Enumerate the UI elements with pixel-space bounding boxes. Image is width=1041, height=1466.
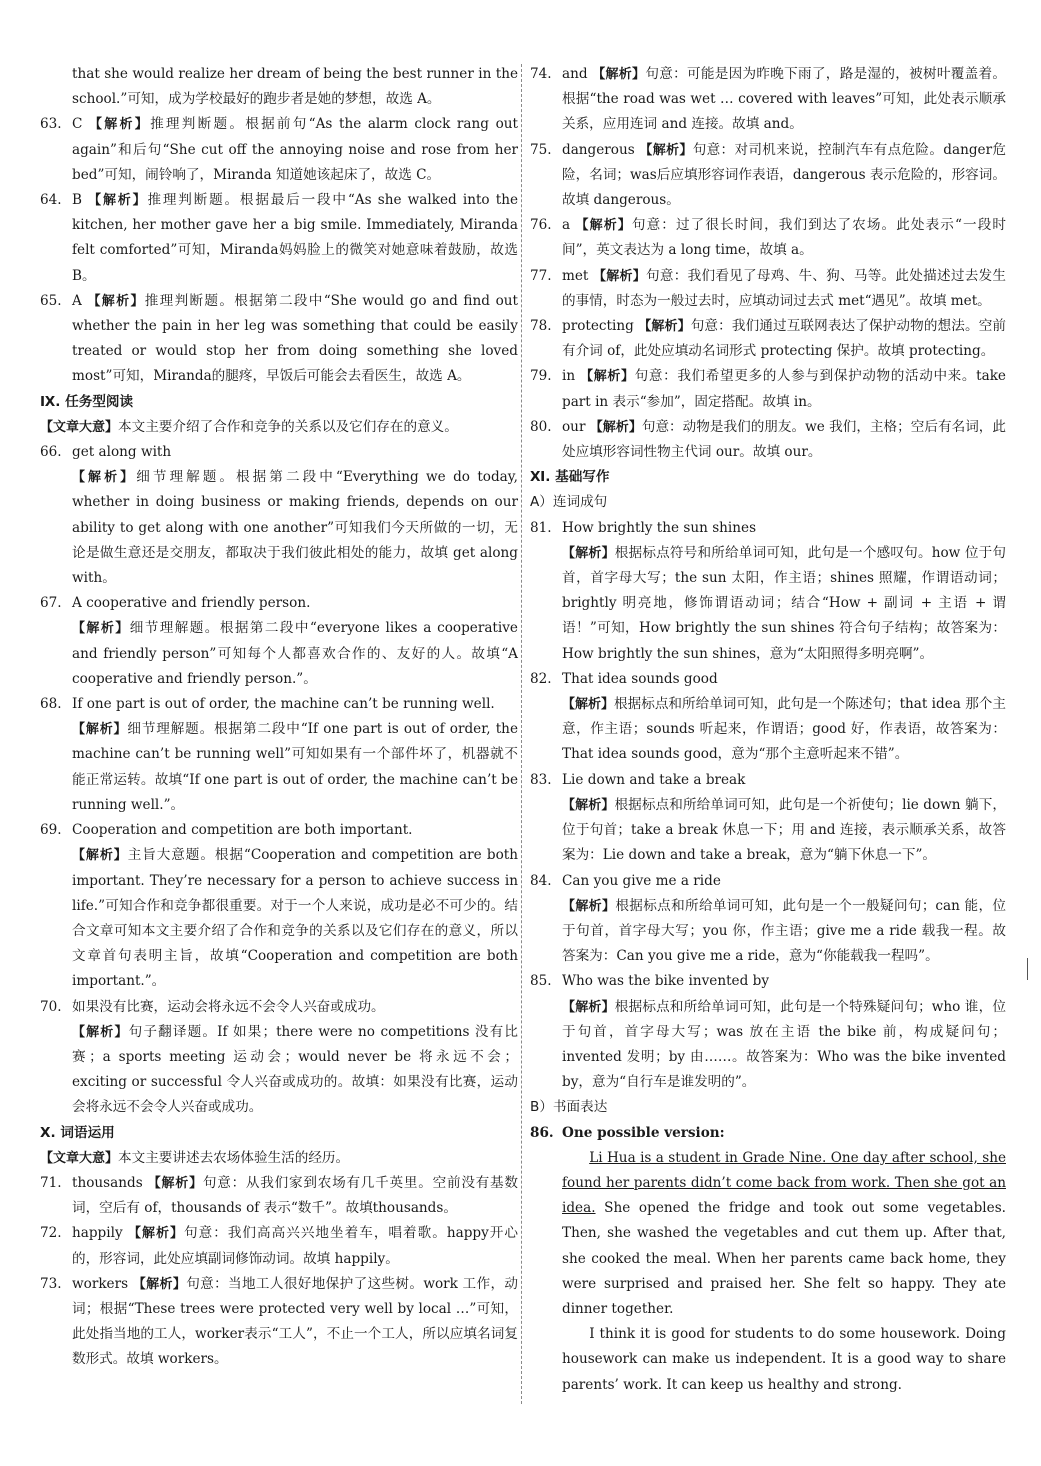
answer-body (562, 869, 1006, 894)
question-number: 85. (530, 973, 552, 990)
analysis-tag: 【解析】 (72, 1024, 129, 1040)
answer-item (530, 314, 1006, 364)
answer-text: A cooperative and friendly person. (72, 595, 311, 612)
answer-text: happily (72, 1225, 123, 1242)
explanation-text: 推理判断题。根据前句“As the alarm clock rang out again”和后句“She cut off the annoying noise and rose from her bed”可知，闹铃响了，Miranda 知道她该起床了，故选 C。 (72, 116, 518, 183)
answer-item (530, 969, 1006, 994)
answer-body (562, 768, 1006, 793)
question-number: 68. (40, 696, 62, 713)
answer-item (40, 591, 518, 616)
explanation-text: 主旨大意题。根据“Cooperation and competition are both important. They’re necessary for a person to achieve success in life.”可知合作和竞争都很重要。对于一个人来说，成功是必不可少的。结合文章可知本文主要介绍了合作和竞争的关系以及它们存在的意义，所以文章首句表明主旨，故填“Cooperation and competition are both important.”。 (72, 847, 518, 990)
analysis-tag: 【解析】 (589, 419, 642, 435)
answer-body (562, 264, 1006, 314)
explanation-text: 推理判断题。根据第二段中“She would go and find out whether the pain in her leg was something that could be easily treated or would stop her from doing something she loved most”可知，Miranda的腿疼，早饭后可能会去看医生，故选 A。 (72, 292, 518, 385)
answer-text: A (72, 292, 82, 309)
answer-text: Who was the bike invented by (562, 973, 769, 990)
answer-item (530, 138, 1006, 214)
analysis-tag: 【解析】 (575, 218, 632, 234)
answer-item (530, 869, 1006, 894)
answer-item (40, 1171, 518, 1221)
explanation-text: 根据标点符号和所给单词可知，此句是一个感叹句。how 位于句首，首字母大写；the sun 太阳，作主语；shines 照耀，作谓语动词；brightly 明亮地，修饰谓语动词；结合“How + 副词 + 主语 + 谓语！”可知，How brightly the sun shines 符合句子结构；故答案为：How brightly the sun shines，意为“太阳照得多明亮啊”。 (562, 544, 1006, 662)
analysis-tag: 【解析】 (147, 1175, 203, 1191)
analysis-tag: 【解析】 (593, 268, 647, 284)
analysis-tag: 【解析】 (72, 722, 128, 738)
explanation-text: 句意：动物是我们的朋友。we 我们，主格；空后有名词，此处应填形容词性物主代词 our。故填 our。 (562, 418, 1006, 461)
question-number: 63. (40, 116, 62, 133)
answer-body (72, 188, 518, 289)
question-number: 72. (40, 1225, 62, 1242)
question-number: 69. (40, 822, 62, 839)
answer-item (530, 516, 1006, 541)
summary-text: 本文主要讲述去农场体验生活的经历。 (118, 1149, 350, 1166)
answer-text: 如果没有比赛，运动会将永远不会令人兴奋或成功。 (72, 998, 385, 1015)
analysis-tag: 【解析】 (580, 369, 635, 385)
analysis-tag: 【解析】 (72, 848, 128, 864)
question-number: 70. (40, 998, 62, 1015)
explanation-text: 根据标点和所给单词可知，此句是一个特殊疑问句；who 谁，位于句首，首字母大写；was 放在主语 the bike 前，构成疑问句；invented 发明；by 由……。故答案为：Who was the bike invented by，意为“自行车是谁发明的”。 (562, 998, 1006, 1091)
answer-body (72, 1221, 518, 1271)
explanation-text: 句意：可能是因为昨晚下雨了，路是湿的，被树叶覆盖着。根据“the road was wet … covered with leaves”可知，此处表示顺承关系，应用连词 and 连接。故填 and。 (562, 66, 1006, 133)
summary-tag: 【文章大意】 (40, 1150, 119, 1166)
essay-label: One possible version: (562, 1124, 725, 1141)
analysis-tag: 【解析】 (562, 898, 616, 914)
analysis-tag: 【解析】 (562, 999, 615, 1015)
answer-text: in (562, 368, 576, 385)
section-heading: Ⅺ. 基础写作 (530, 469, 610, 486)
answer-item (40, 188, 518, 289)
question-number: 79. (530, 368, 552, 385)
explanation-text: 细节理解题。根据第二段中“If one part is out of order, the machine can’t be running well”可知如果有一个部件坏了，机器就不能正常运转。故填“If one part is out of order, the machine can’t be running well.”。 (72, 721, 518, 813)
answer-item (530, 62, 1006, 138)
answer-text: B (72, 192, 82, 209)
explanation-text: 句意：我们看见了母鸡、牛、狗、马等。此处描述过去发生的事情，时态为一般过去时，应填动词过去式 met“遇见”。故填 met。 (562, 267, 1006, 309)
explanation-text: 句意：我们希望更多的人参与到保护动物的活动中来。take part in 表示“参加”，固定搭配。故填 in。 (562, 368, 1006, 410)
answer-body (72, 818, 518, 843)
answer-text: dangerous (562, 141, 635, 158)
essay-body (562, 1121, 1006, 1398)
section-heading: Ⅹ. 词语运用 (40, 1124, 115, 1141)
right-column (530, 62, 1006, 1398)
answer-body (72, 692, 518, 717)
essay-paragraph-2: I think it is good for students to do some housework. Doing housework can make us independent. It is a good way to share parents’ work. It can keep us healthy and strong. (562, 1326, 1006, 1393)
answer-body (562, 138, 1006, 214)
analysis-tag: 【解析】 (89, 117, 151, 133)
answer-text: Cooperation and competition are both important. (72, 822, 413, 839)
answer-body (562, 213, 1006, 263)
explanation (40, 465, 518, 591)
explanation-text: 根据标点和所给单词可知，此句是一个陈述句；that idea 那个主意，作主语；sounds 听起来，作谓语；good 好，作表语，故答案为：That idea sounds good，意为“那个主意听起来不错”。 (562, 696, 1006, 763)
article-summary (40, 1146, 518, 1171)
answer-body (72, 591, 518, 616)
answer-body (562, 314, 1006, 364)
explanation (40, 843, 518, 994)
answer-text: If one part is out of order, the machine can’t be running well. (72, 696, 495, 713)
analysis-tag: 【解析】 (638, 319, 691, 335)
answer-text: and (562, 66, 588, 82)
question-number: 81. (530, 519, 552, 536)
answer-item (40, 995, 518, 1020)
answer-item (530, 667, 1006, 692)
margin-mark (1027, 958, 1028, 980)
answer-item (530, 364, 1006, 414)
essay-paragraph-1 (562, 1146, 1006, 1322)
answer-body (72, 289, 518, 390)
question-number: 71. (40, 1174, 62, 1191)
continued-text: that she would realize her dream of being the best runner in the school.”可知，成为学校最好的跑步者是她的梦想，故选 A。 (72, 66, 518, 108)
analysis-tag: 【解析】 (87, 293, 145, 309)
summary-tag: 【文章大意】 (40, 419, 119, 435)
answer-item (40, 818, 518, 843)
explanation (530, 793, 1006, 869)
answer-text: get along with (72, 444, 172, 461)
question-number: 83. (530, 771, 552, 788)
explanation-text: 句意：过了很长时间，我们到达了农场。此处表示“一段时间”，英文表达为 a long time，故填 a。 (562, 217, 1006, 259)
essay-paragraph-1-rest: She opened the fridge and took out some vegetables. Then, she washed the vegetables and cut them up. After that, she cooked the meal. When her parents came back home, they were surprised and praised her. She felt so happy. They ate dinner together. (562, 1200, 1006, 1317)
answer-body (562, 364, 1006, 414)
explanation-text: 句意：从我们家到农场有几千英里。空前没有基数词，空后有 of，thousands of 表示“数千”。故填thousands。 (72, 1174, 518, 1217)
section-heading: Ⅸ. 任务型阅读 (40, 393, 134, 410)
answer-item (40, 289, 518, 390)
analysis-tag: 【解析】 (639, 142, 693, 158)
explanation (530, 541, 1006, 667)
analysis-tag: 【解析】 (72, 621, 130, 637)
question-number: 77. (530, 267, 552, 284)
question-number: 67. (40, 595, 62, 612)
explanation-text: 句意：当地工人很好地保护了这些树。work 工作，动词；根据“These trees were protected very well by local …”可知，此处指当地的工人，worker表示“工人”，不止一个工人，所以应填名词复数形式。故填 workers。 (72, 1275, 518, 1368)
explanation-text: 根据标点和所给单词可知，此句是一个祈使句；lie down 躺下，位于句首；take a break 休息一下；用 and 连接，表示顺承关系，故答案为：Lie down and take a break，意为“躺下休息一下”。 (562, 796, 1006, 864)
subsection-heading: B）书面表达 (530, 1099, 608, 1116)
answer-body (562, 62, 1006, 138)
answer-text: a (562, 217, 571, 234)
analysis-tag: 【解析】 (88, 193, 148, 209)
explanation (40, 1020, 518, 1121)
left-column (40, 62, 518, 1373)
question-number: 65. (40, 292, 62, 309)
explanation-text: 句意：我们通过互联网表达了保护动物的想法。空前有介词 of，此处应填动名词形式 protecting 保护。故填 protecting。 (562, 318, 1006, 360)
answer-body (562, 969, 1006, 994)
essay-underlined-opening: Li Hua is a student in Grade Nine. One day after school, she found her parents didn’t come back from work. Then she got an idea. (562, 1149, 1006, 1217)
answer-item (530, 213, 1006, 263)
answer-body (562, 667, 1006, 692)
explanation-text: 句子翻译题。If 如果；there were no competitions 没有比赛；a sports meeting 运动会；would never be 将永远不会；exciting or successful 令人兴奋或成功的。故填：如果没有比赛，运动会将永远不会令人兴奋或成功。 (72, 1023, 518, 1116)
question-number: 86. (530, 1124, 554, 1141)
question-number: 84. (530, 872, 552, 889)
answer-text: thousands (72, 1174, 143, 1191)
answer-text: How brightly the sun shines (562, 519, 757, 536)
answer-text: Can you give me a ride (562, 872, 721, 889)
answer-body (72, 112, 518, 188)
analysis-tag: 【解析】 (562, 697, 615, 713)
article-summary (40, 415, 518, 440)
analysis-tag: 【解析】 (562, 545, 615, 561)
column-divider (521, 64, 522, 1404)
analysis-tag: 【解析】 (562, 797, 615, 813)
answer-text: met (562, 267, 589, 284)
question-number: 66. (40, 444, 62, 461)
answer-item (40, 440, 518, 465)
answer-text: protecting (562, 318, 634, 335)
explanation-text: 句意：我们高高兴兴地坐着车，唱着歌。happy开心的，形容词，此处应填副词修饰动词。故填 happily。 (72, 1225, 518, 1267)
subsection-heading: A）连词成句 (530, 494, 608, 511)
answer-item (530, 415, 1006, 465)
explanation (40, 616, 518, 692)
answer-item (40, 692, 518, 717)
question-number: 78. (530, 318, 552, 335)
explanation-text: 推理判断题。根据最后一段中“As she walked into the kitchen, her mother gave her a big smile. Immediately, Miranda felt comforted”可知，Miranda妈妈脸上的微笑对她意味着鼓励，故选 B。 (72, 192, 519, 284)
question-number: 75. (530, 141, 552, 158)
analysis-tag: 【解析】 (132, 1276, 187, 1292)
analysis-tag: 【解析】 (592, 67, 646, 82)
explanation-text: 根据标点和所给单词可知，此句是一个一般疑问句；can 能，位于句首，首字母大写；you 你，作主语；give me a ride 载我一程。故答案为：Can you give me a ride，意为“你能载我一程吗”。 (562, 897, 1006, 965)
answer-body (72, 440, 518, 465)
question-number: 64. (40, 192, 62, 209)
explanation (530, 995, 1006, 1096)
analysis-tag: 【解析】 (127, 1226, 185, 1242)
answer-body (72, 1272, 518, 1373)
explanation-text: 细节理解题。根据第二段中“everyone likes a cooperative and friendly person”可知每个人都喜欢合作的、友好的人。故填“A cooperative and friendly person.”。 (72, 620, 518, 687)
question-number: 82. (530, 670, 552, 687)
answer-body (72, 995, 518, 1020)
explanation-text: 细节理解题。根据第二段中“Everything we do today, whether in doing business or making friends, depends on our ability to get along with one another”可知我们今天所做的一切，无论是做生意还是交朋友，都取决于我们彼此相处的能力，故填 get along with。 (72, 469, 518, 587)
explanation (530, 692, 1006, 768)
answer-item (40, 1272, 518, 1373)
answer-body (72, 1171, 518, 1221)
question-number: 73. (40, 1275, 62, 1292)
answer-text: C (72, 116, 83, 133)
answer-item (530, 264, 1006, 314)
answer-body (562, 415, 1006, 465)
summary-text: 本文主要介绍了合作和竞争的关系以及它们存在的意义。 (118, 418, 458, 435)
question-number: 74. (530, 66, 552, 82)
answer-text: workers (72, 1275, 129, 1292)
explanation (530, 894, 1006, 970)
analysis-tag: 【解析】 (72, 470, 137, 486)
answer-item (40, 1221, 518, 1271)
essay-item (530, 1121, 1006, 1398)
answer-text: our (562, 418, 586, 435)
explanation-text: 句意：对司机来说，控制汽车有点危险。danger危险，名词；was后应填形容词作表语，dangerous 表示危险的，形容词。故填 dangerous。 (562, 141, 1006, 209)
answer-item (40, 112, 518, 188)
answer-body (562, 516, 1006, 541)
answer-item (530, 768, 1006, 793)
question-number: 76. (530, 217, 552, 234)
question-number: 80. (530, 418, 552, 435)
explanation (40, 717, 518, 818)
answer-text: Lie down and take a break (562, 771, 746, 788)
answer-text: That idea sounds good (562, 670, 718, 687)
